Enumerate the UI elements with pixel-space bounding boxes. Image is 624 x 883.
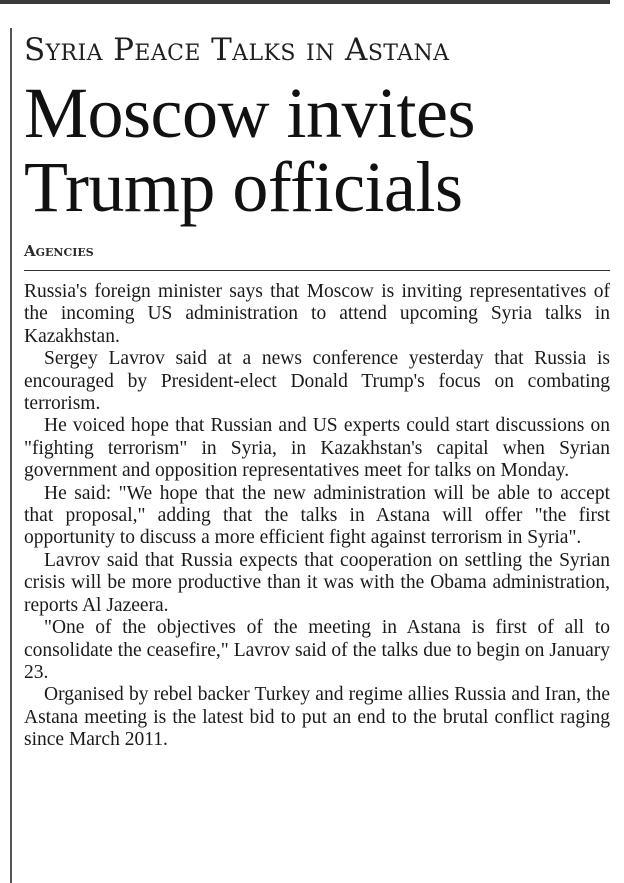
- article-paragraph: Russia's foreign minister says that Moscow is inviting representatives of the incoming US administration to attend upcoming Syria talks in Kazakhstan.: [24, 281, 610, 347]
- article-paragraph: He said: "We hope that the new administration will be able to accept that proposal," adding that the talks in Astana will offer "the first opportunity to discuss a more efficient fight against terrorism in Syria".: [24, 482, 610, 549]
- article-byline: Agencies: [24, 242, 610, 271]
- article-paragraph: Sergey Lavrov said at a news conference yesterday that Russia is encouraged by President-elect Donald Trump's focus on combating terrorism.: [24, 348, 610, 415]
- article-headline: Moscow invites Trump officials: [24, 73, 475, 227]
- article-paragraph: "One of the objectives of the meeting in Astana is first of all to consolidate the ceasefire," Lavrov said of the talks due to begin on January 23.: [24, 617, 610, 683]
- top-rule: [0, 0, 610, 4]
- article-paragraph: He voiced hope that Russian and US experts could start discussions on "fighting terrorism" in Syria, in Kazakhstan's capital when Syrian government and opposition representatives meet for talks on Monday.: [24, 415, 610, 482]
- article-paragraph: Organised by rebel backer Turkey and regime allies Russia and Iran, the Astana meeting is the latest bid to put an end to the brutal conflict raging since March 2011.: [24, 684, 610, 751]
- article-body: [24, 281, 610, 752]
- article-paragraph: Lavrov said that Russia expects that cooperation on settling the Syrian crisis will be more productive than it was with the Obama administration, reports Al Jazeera.: [24, 549, 610, 616]
- news-article: [24, 24, 616, 752]
- column-rule: [10, 28, 12, 883]
- article-kicker: Syria Peace Talks in Astana: [24, 32, 450, 68]
